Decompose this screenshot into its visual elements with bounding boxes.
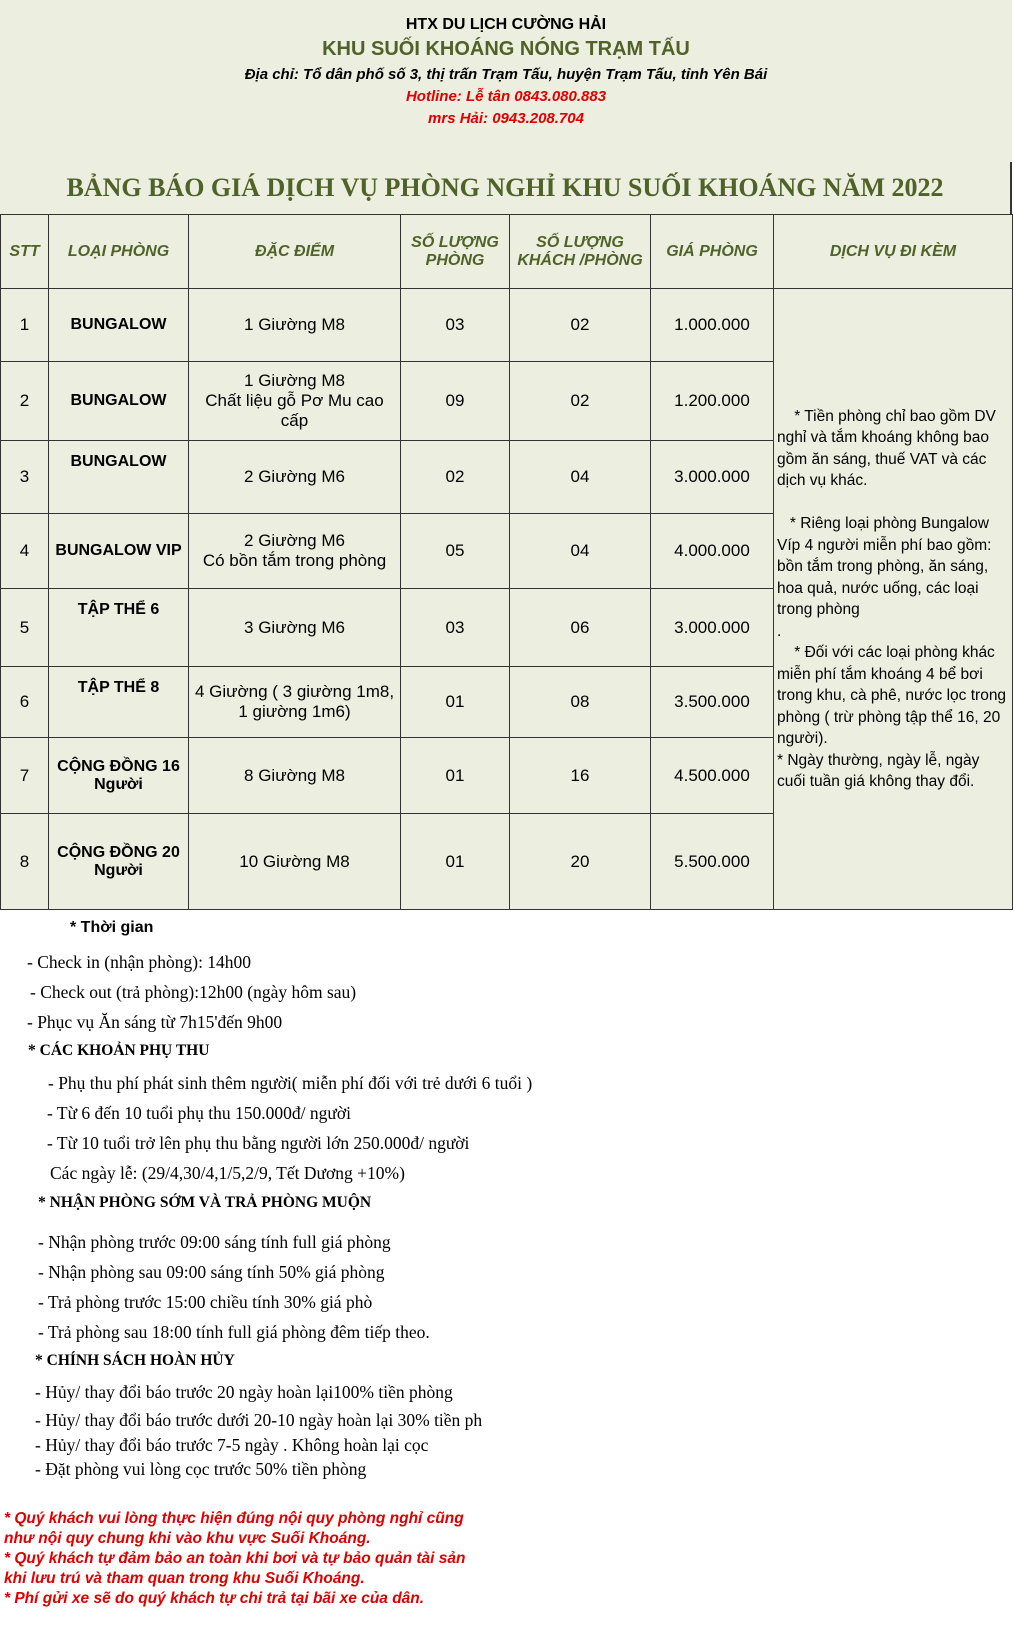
cell-rooms: 01 <box>401 667 510 738</box>
cell-stt: 8 <box>1 814 49 910</box>
cell-feature: 1 Giường M8 Chất liệu gỗ Pơ Mu cao cấp <box>189 362 401 441</box>
cell-stt: 7 <box>1 738 49 814</box>
rule-note: * Quý khách tự đảm bảo an toàn khi bơi và tự bảo quản tài sản <box>4 1550 466 1567</box>
column-header: GIÁ PHÒNG <box>651 215 774 289</box>
table-header-row <box>1 215 1013 289</box>
cell-rooms: 01 <box>401 814 510 910</box>
cell-rooms: 01 <box>401 738 510 814</box>
rule-note: * Quý khách vui lòng thực hiện đúng nội quy phòng nghỉ cũng <box>4 1510 464 1527</box>
cell-rooms: 03 <box>401 589 510 667</box>
contact-phone: mrs Hải: 0943.208.704 <box>428 110 584 127</box>
surcharge-item: - Từ 6 đến 10 tuổi phụ thu 150.000đ/ người <box>47 1103 352 1123</box>
cancel-item: - Đặt phòng vui lòng cọc trước 50% tiền phòng <box>35 1459 367 1479</box>
cell-stt: 4 <box>1 514 49 589</box>
cell-price: 3.500.000 <box>651 667 774 738</box>
cell-price: 1.000.000 <box>651 289 774 362</box>
cell-type: CỘNG ĐỒNG 16 Người <box>49 738 189 814</box>
cell-price: 3.000.000 <box>651 441 774 514</box>
column-header: LOẠI PHÒNG <box>49 215 189 289</box>
cancel-item: - Hủy/ thay đổi báo trước dưới 20-10 ngày hoàn lại 30% tiền ph <box>35 1410 483 1430</box>
early-item: - Nhận phòng sau 09:00 sáng tính 50% giá phòng <box>38 1262 385 1282</box>
early-item: - Nhận phòng trước 09:00 sáng tính full giá phòng <box>38 1232 391 1252</box>
checkout-text: - Check out (trả phòng):12h00 (ngày hôm sau) <box>30 982 357 1002</box>
column-header: SỐ LƯỢNG KHÁCH /PHÒNG <box>510 215 651 289</box>
column-header: SỐ LƯỢNG PHÒNG <box>401 215 510 289</box>
cancel-item: - Hủy/ thay đổi báo trước 7-5 ngày . Không hoàn lại cọc <box>35 1435 429 1455</box>
cell-rooms: 05 <box>401 514 510 589</box>
cell-price: 5.500.000 <box>651 814 774 910</box>
early-heading: * NHẬN PHÒNG SỚM VÀ TRẢ PHÒNG MUỘN <box>38 1194 372 1211</box>
cell-type: BUNGALOW <box>49 289 189 362</box>
cell-stt: 6 <box>1 667 49 738</box>
cell-guests: 08 <box>510 667 651 738</box>
cell-type: CỘNG ĐỒNG 20 Người <box>49 814 189 910</box>
hotline: Hotline: Lễ tân 0843.080.883 <box>405 88 607 105</box>
cell-type: BUNGALOW <box>49 441 189 514</box>
cell-guests: 06 <box>510 589 651 667</box>
cell-feature: 4 Giường ( 3 giường 1m8, 1 giường 1m6) <box>189 667 401 738</box>
cell-price: 3.000.000 <box>651 589 774 667</box>
cell-feature: 10 Giường M8 <box>189 814 401 910</box>
table-row <box>1 289 1013 362</box>
breakfast-text: - Phục vụ Ăn sáng từ 7h15'đến 9h00 <box>27 1012 283 1032</box>
time-heading: * Thời gian <box>70 919 154 936</box>
cell-type: TẬP THỂ 8 <box>49 667 189 738</box>
cell-guests: 04 <box>510 441 651 514</box>
cell-feature: 2 Giường M6 <box>189 441 401 514</box>
early-item: - Trả phòng trước 15:00 chiều tính 30% giá phò <box>38 1292 373 1312</box>
cell-rooms: 03 <box>401 289 510 362</box>
cell-price: 4.000.000 <box>651 514 774 589</box>
cancel-heading: * CHÍNH SÁCH HOÀN HỦY <box>35 1352 235 1369</box>
cell-feature: 2 Giường M6 Có bồn tắm trong phòng <box>189 514 401 589</box>
cell-feature: 8 Giường M8 <box>189 738 401 814</box>
price-table <box>0 214 1013 910</box>
header <box>0 0 1012 163</box>
cell-guests: 20 <box>510 814 651 910</box>
column-header: ĐẶC ĐIỂM <box>189 215 401 289</box>
cell-type: BUNGALOW <box>49 362 189 441</box>
early-item: - Trả phòng sau 18:00 tính full giá phòng đêm tiếp theo. <box>38 1322 430 1342</box>
rule-note: như nội quy chung khi vào khu vực Suối Khoáng. <box>4 1530 371 1547</box>
checkin-text: - Check in (nhận phòng): 14h00 <box>27 952 252 972</box>
cell-price: 1.200.000 <box>651 362 774 441</box>
surcharge-item: - Phụ thu phí phát sinh thêm người( miễn phí đối với trẻ dưới 6 tuổi ) <box>48 1073 533 1093</box>
column-header: STT <box>1 215 49 289</box>
address: Địa chỉ: Tổ dân phố số 3, thị trấn Trạm Tấu, huyện Trạm Tấu, tỉnh Yên Bái <box>244 66 768 83</box>
cancel-item: - Hủy/ thay đổi báo trước 20 ngày hoàn lại100% tiền phòng <box>35 1382 453 1402</box>
venue-name: KHU SUỐI KHOÁNG NÓNG TRẠM TẤU <box>322 38 690 60</box>
org-name: HTX DU LỊCH CƯỜNG HẢI <box>405 16 607 33</box>
cell-guests: 04 <box>510 514 651 589</box>
surcharge-item: - Từ 10 tuổi trở lên phụ thu bằng người lớn 250.000đ/ người <box>47 1133 470 1153</box>
cell-price: 4.500.000 <box>651 738 774 814</box>
rule-note: khi lưu trú và tham quan trong khu Suối Khoáng. <box>4 1570 365 1587</box>
holiday-note: Các ngày lễ: (29/4,30/4,1/5,2/9, Tết Dương +10%) <box>50 1163 405 1183</box>
cell-type: TẬP THỂ 6 <box>49 589 189 667</box>
cell-rooms: 02 <box>401 441 510 514</box>
cell-guests: 02 <box>510 289 651 362</box>
services-note: * Tiền phòng chỉ bao gồm DV nghỉ và tắm khoáng không bao gồm ăn sáng, thuế VAT và các dịch vụ khác. * Riêng loại phòng Bungalow Víp 4 người miễn phí bao gồm: bồn tắm trong phòng, ăn sáng, hoa quả, nước uống, các loại trong phòng . * Đối với các loại phòng khác miễn phí tắm khoáng 4 bể bơi trong khu, cà phê, nước lọc trong phòng ( trừ phòng tập thể 16, 20 người). * Ngày thường, ngày lễ, ngày cuối tuần giá không thay đổi. <box>774 289 1013 910</box>
cell-guests: 02 <box>510 362 651 441</box>
cell-stt: 2 <box>1 362 49 441</box>
cell-stt: 1 <box>1 289 49 362</box>
cell-stt: 5 <box>1 589 49 667</box>
column-header: DỊCH VỤ ĐI KÈM <box>774 215 1013 289</box>
surcharge-heading: * CÁC KHOẢN PHỤ THU <box>28 1042 210 1059</box>
cell-stt: 3 <box>1 441 49 514</box>
rule-note: * Phí gửi xe sẽ do quý khách tự chi trả tại bãi xe của dân. <box>4 1590 425 1607</box>
cell-feature: 1 Giường M8 <box>189 289 401 362</box>
cell-guests: 16 <box>510 738 651 814</box>
page-title: BẢNG BÁO GIÁ DỊCH VỤ PHÒNG NGHỈ KHU SUỐI KHOÁNG NĂM 2022 <box>0 162 1012 215</box>
cell-feature: 3 Giường M6 <box>189 589 401 667</box>
cell-rooms: 09 <box>401 362 510 441</box>
cell-type: BUNGALOW VIP <box>49 514 189 589</box>
